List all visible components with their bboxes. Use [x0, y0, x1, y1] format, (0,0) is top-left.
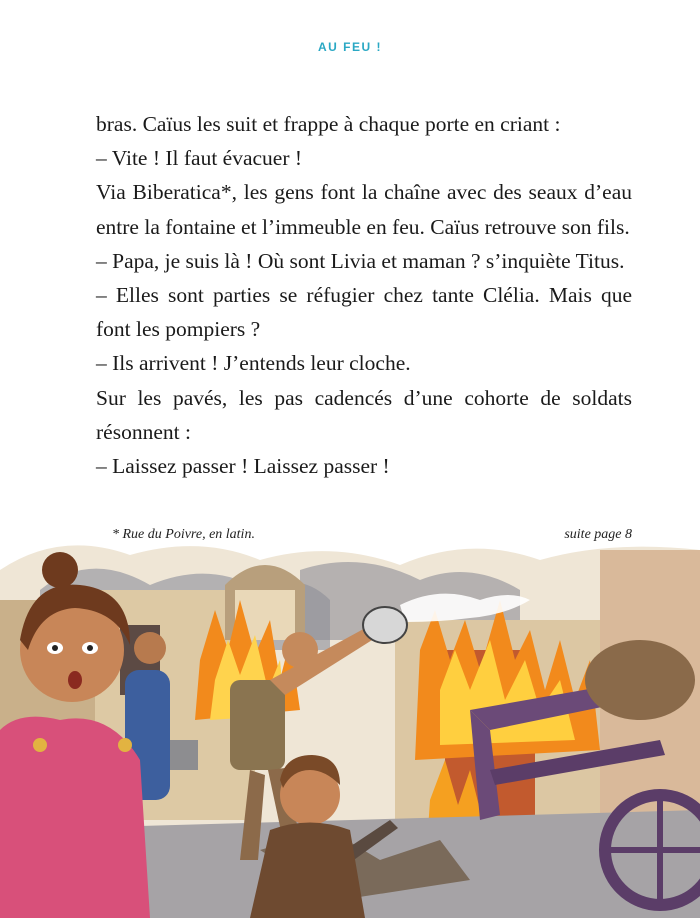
footnote: * Rue du Poivre, en latin.	[112, 527, 255, 542]
paragraph: Via Biberatica*, les gens font la chaîne avec des seaux d’eau entre la fontaine et l’immeuble en feu. Caïus retrouve son fils.	[96, 180, 632, 239]
paragraph: – Papa, je suis là ! Où sont Livia et maman ? s’inquiète Titus.	[96, 248, 625, 273]
paragraph: bras. Caïus les suit et frappe à chaque porte en criant :	[96, 112, 561, 136]
paragraph: – Elles sont parties se réfugier chez tante Clélia. Mais que font les pompiers ?	[96, 283, 632, 342]
continuation-note: suite page 8	[564, 527, 632, 542]
fire-scene-illustration	[0, 530, 700, 918]
paragraph: – Vite ! Il faut évacuer !	[96, 146, 303, 171]
paragraph: – Laissez passer ! Laissez passer !	[96, 454, 390, 479]
paragraph: – Ils arrivent ! J’entends leur cloche.	[96, 351, 411, 376]
paragraph: Sur les pavés, les pas cadencés d’une cohorte de soldats résonnent :	[96, 385, 632, 444]
chapter-header: AU FEU !	[318, 40, 382, 54]
story-text	[96, 107, 632, 483]
